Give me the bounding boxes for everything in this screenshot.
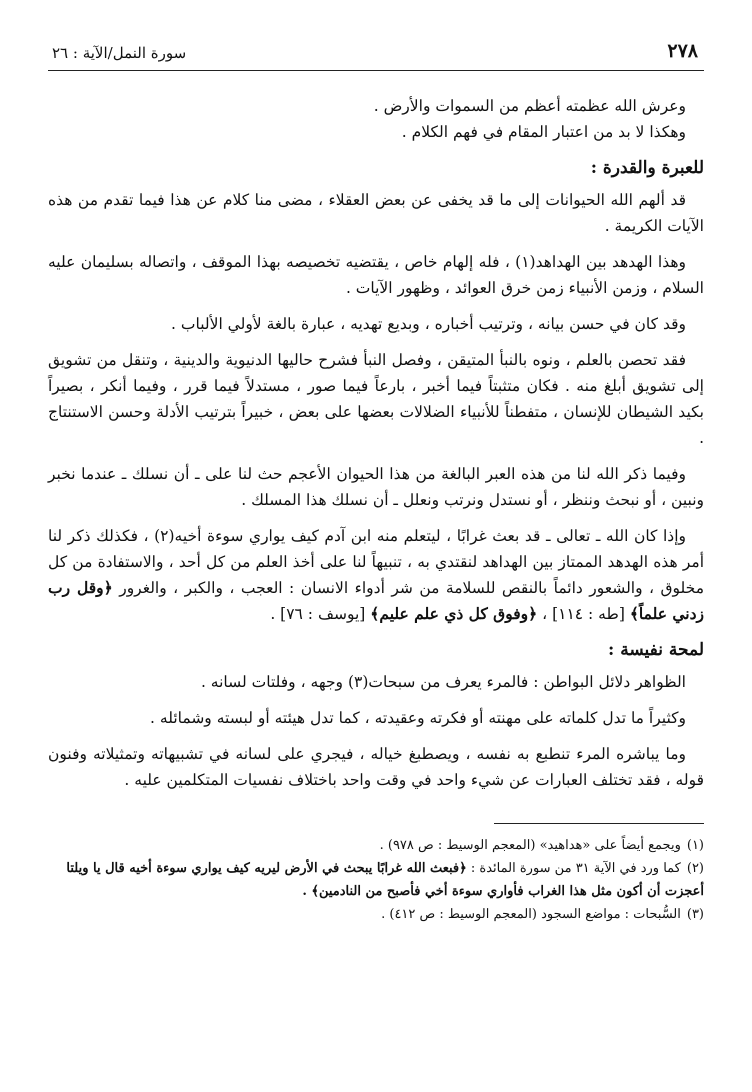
paragraph: وقد كان في حسن بيانه ، وترتيب أخباره ، وبديع تهديه ، عبارة بالغة لأولي الألباب .	[171, 315, 686, 333]
main-text	[48, 93, 704, 793]
footnote	[48, 903, 704, 926]
verse-reference: [طه : ١١٤] ،	[542, 605, 625, 623]
section-heading: لمحة نفيسة :	[608, 640, 704, 660]
paragraph: وعرش الله عظمته أعظم من السموات والأرض .	[373, 97, 686, 115]
footnote-divider	[494, 823, 704, 824]
section-heading: للعبرة والقدرة :	[590, 158, 704, 178]
paragraph: الظواهر دلائل البواطن : فالمرء يعرف من سبحات(٣) وجهه ، وفلتات لسانه .	[200, 673, 686, 691]
paragraph: وما يباشره المرء تنطبع به نفسه ، ويصطبغ خياله ، فيجري على لسانه في تشبيهاته وتمثيلاته وفنون قوله ، فقد تختلف العبارات عن شيء واحد في وقت واحد باختلاف نفسيات المتكلمين عليه .	[48, 745, 704, 789]
book-page	[48, 38, 704, 1068]
footnote-text: السُّبحات : مواضع السجود (المعجم الوسيط : ص ٤١٢) .	[381, 907, 681, 922]
footnotes	[48, 834, 704, 926]
verse-reference: [يوسف : ٧٦] .	[270, 605, 366, 623]
page-number: ٢٧٨	[667, 40, 698, 62]
footnote-number: (٢)	[686, 861, 704, 876]
paragraph: وفيما ذكر الله لنا من هذه العبر البالغة من هذا الحيوان الأعجم حث لنا على ـ أن نسلك ـ عندما نخبر ونبين ، أو نبحث وننظر ، أو نستدل ونرتب ونعلل ـ أن نسلك هذا المسلك .	[48, 465, 704, 509]
footnote-quote: ﴿فبعث الله غرابًا يبحث في الأرض ليريه كيف يواري سوءة أخيه قال يا ويلتا أعجزت أن أكون مثل هذا الغراب فأواري سوءة أخي فأصبح من النادمين﴾ .	[66, 861, 704, 899]
footnote-text: كما ورد في الآية ٣١ من سورة المائدة :	[470, 861, 681, 876]
paragraph	[48, 523, 704, 627]
footnote	[48, 834, 704, 857]
quran-quote: ﴿وقل رب زدني علماً﴾	[48, 578, 704, 623]
footnote	[48, 857, 704, 903]
footnote-text: ويجمع أيضاً على «هداهيد» (المعجم الوسيط : ص ٩٧٨) .	[379, 838, 681, 853]
paragraph: وكثيراً ما تدل كلماته على مهنته أو فكرته وعقيدته ، كما تدل هيئته أو لبسته وشمائله .	[150, 709, 686, 727]
paragraph: وهكذا لا بد من اعتبار المقام في فهم الكلام .	[401, 123, 686, 141]
paragraph: وهذا الهدهد بين الهداهد(١) ، فله إلهام خاص ، يقتضيه تخصيصه بهذا الموقف ، واتصاله بسليمان عليه السلام ، وزمن الأنبياء زمن خرق العوائد ، وظهور الآيات .	[48, 253, 704, 297]
quran-quote: ﴿وفوق كل ذي علم عليم﴾	[370, 604, 538, 623]
page-header	[48, 38, 704, 71]
footnote-number: (٣)	[686, 907, 704, 922]
paragraph-text: وإذا كان الله ـ تعالى ـ قد بعث غرابًا ، ليتعلم منه ابن آدم كيف يواري سوءة أخيه(٢) ، فكذلك ذكر لنا أمر هذه الهدهد الممتاز بين الهداهد لنقتدي به ، تنبيهاً لنا على أخذ العلم من كل أحد ، والاستفادة من كل مخلوق ، والشعور دائماً بالنقص للسلامة من شر أدواء الانسان : العجب ، والكبر ، والغرور	[48, 527, 704, 597]
paragraph: فقد تحصن بالعلم ، ونوه بالنبأ المتيقن ، وفصل النبأ فشرح حاليها الدنيوية والدينية ، وتنقل من تشويق إلى تشويق أبلغ منه . فكان متثبتاً فيما أخبر ، بارعاً فيما صور ، مستدلاً فيما قرر ، وفيما أنكر ، بصيراً بكيد الشيطان للإنسان ، متفطناً للأنبياء الضلالات بعضها على بعض ، خبيراً بترتيب الأدلة وحسن الاستنتاج .	[48, 351, 704, 447]
footnote-number: (١)	[686, 838, 704, 853]
running-title: سورة النمل/الآية : ٢٦	[52, 44, 187, 62]
paragraph: قد ألهم الله الحيوانات إلى ما قد يخفى عن بعض العقلاء ، مضى منا كلام عن هذا فيما تقدم من هذه الآيات الكريمة .	[48, 191, 704, 235]
